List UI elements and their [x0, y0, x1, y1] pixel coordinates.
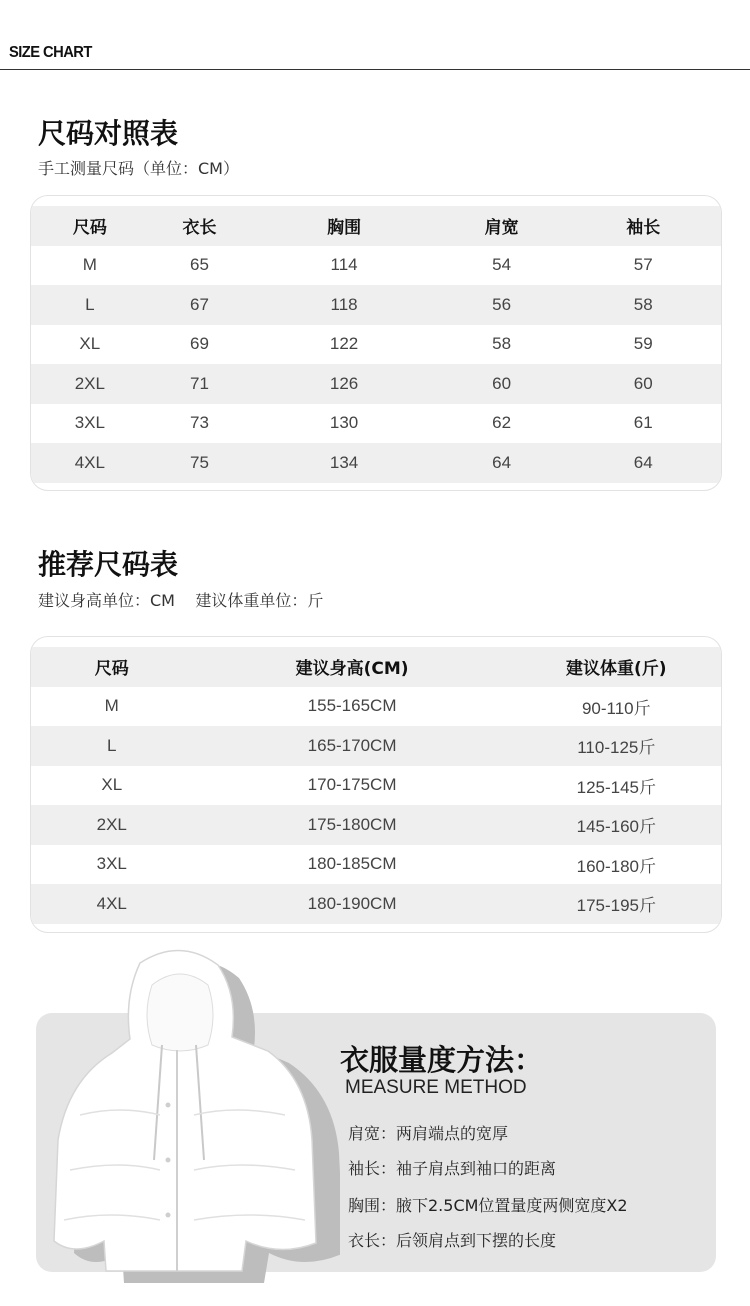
column-header: 建议体重(斤) [566, 659, 667, 680]
table-cell: 71 [190, 373, 209, 393]
table-cell: 2XL [96, 814, 127, 834]
table-cell: 170-175CM [307, 775, 397, 795]
table-cell: 155-165CM [307, 696, 397, 716]
column-header: 尺码 [94, 659, 129, 680]
table-cell: 59 [633, 334, 653, 354]
table-cell: XL [101, 775, 123, 795]
table-cell: 75 [190, 452, 209, 472]
size-chart-row [31, 246, 721, 286]
size-chart-row [31, 443, 721, 483]
table-header-row [31, 206, 721, 246]
table-cell: 54 [492, 255, 512, 275]
column-header: 肩宽 [484, 218, 519, 239]
table-cell: 62 [492, 413, 512, 433]
table-cell: 65 [190, 255, 209, 275]
table-cell: 3XL [74, 413, 105, 433]
recommend-chart-row [31, 805, 721, 845]
recommend-chart-row [31, 687, 721, 727]
table-cell: 90-110斤 [581, 698, 651, 718]
table-cell: 64 [633, 452, 653, 472]
table-cell: 125-145斤 [576, 777, 656, 797]
table-cell: 175-180CM [307, 814, 397, 834]
table-cell: 122 [329, 334, 359, 354]
table-cell: 175-195斤 [576, 896, 656, 916]
table-cell: 60 [633, 373, 653, 393]
table-cell: 134 [329, 452, 359, 472]
table-cell: 57 [633, 255, 653, 275]
table-cell: 4XL [96, 893, 127, 913]
table-cell: 110-125斤 [577, 738, 656, 758]
header-divider [0, 69, 750, 70]
table-cell: 180-190CM [307, 893, 397, 913]
recommend-chart-table [30, 636, 722, 933]
measure-item-shoulder: 肩宽：两肩端点的宽厚 [348, 1124, 509, 1143]
table-cell: 114 [330, 255, 358, 275]
recommend-chart-title: 推荐尺码表 [38, 548, 179, 581]
table-cell: 4XL [74, 452, 105, 472]
column-header: 衣长 [182, 218, 217, 239]
table-cell: 64 [492, 452, 512, 472]
recommend-chart-row [31, 845, 721, 885]
recommend-chart-row [31, 766, 721, 806]
table-cell: 58 [492, 334, 512, 354]
table-cell: 126 [329, 373, 359, 393]
table-cell: M [82, 255, 97, 275]
size-chart-table [30, 195, 722, 491]
table-cell: 69 [190, 334, 209, 354]
table-cell: 61 [633, 413, 653, 433]
puffer-jacket-illustration-icon [40, 945, 340, 1285]
size-chart-row [31, 285, 721, 325]
table-cell: 165-170CM [307, 735, 397, 755]
table-cell: 118 [330, 294, 358, 314]
recommend-chart-row [31, 726, 721, 766]
table-cell: 73 [190, 413, 209, 433]
table-cell: L [85, 294, 95, 314]
table-cell: 56 [492, 294, 512, 314]
table-cell: 60 [492, 373, 512, 393]
table-cell: 160-180斤 [576, 856, 656, 876]
column-header: 袖长 [626, 218, 661, 239]
size-chart-title: 尺码对照表 [38, 117, 179, 150]
size-chart-label: SIZE CHART [9, 44, 92, 61]
measure-method-title: 衣服量度方法： [340, 1043, 544, 1077]
size-chart-row [31, 404, 721, 444]
table-cell: 67 [190, 294, 209, 314]
table-cell: 2XL [74, 373, 105, 393]
table-header-row [31, 647, 721, 687]
column-header: 尺码 [72, 218, 107, 239]
recommend-chart-row [31, 884, 721, 924]
column-header: 建议身高(CM) [295, 659, 409, 680]
size-chart-row [31, 364, 721, 404]
table-cell: XL [79, 334, 101, 354]
table-cell: 145-160斤 [576, 817, 656, 837]
table-cell: M [104, 696, 119, 716]
size-chart-row [31, 325, 721, 365]
measure-method-subtitle: MEASURE METHOD [345, 1077, 527, 1098]
table-cell: 130 [329, 413, 359, 433]
size-chart-subtitle: 手工测量尺码（单位：CM） [38, 159, 239, 178]
table-cell: 58 [633, 294, 653, 314]
column-header: 胸围 [327, 218, 362, 239]
table-cell: 3XL [96, 854, 127, 874]
measure-item-chest: 胸围：腋下2.5CM位置量度两侧宽度X2 [348, 1196, 628, 1215]
recommend-chart-subtitle: 建议身高单位：CM 建议体重单位：斤 [38, 591, 324, 610]
measure-item-length: 衣长：后领肩点到下摆的长度 [348, 1231, 557, 1250]
table-cell: L [107, 735, 117, 755]
table-cell: 180-185CM [307, 854, 397, 874]
measure-item-sleeve: 袖长：袖子肩点到袖口的距离 [348, 1159, 557, 1178]
